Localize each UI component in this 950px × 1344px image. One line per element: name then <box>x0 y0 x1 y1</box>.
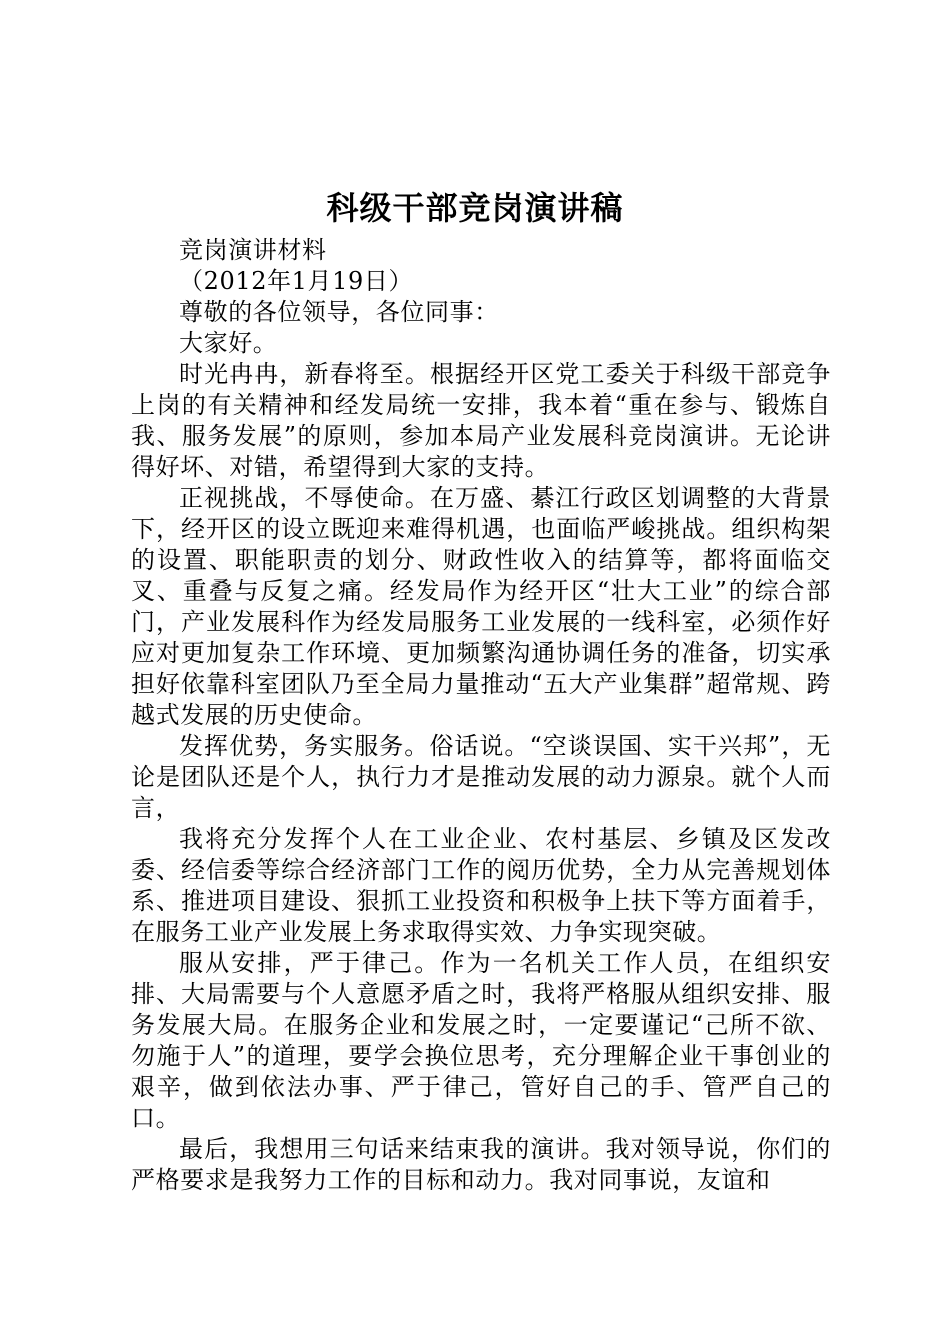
paragraph-discipline: 服从安排，严于律己。作为一名机关工作人员，在组织安排、大局需要与个人意愿矛盾之时，我将严格服从组织安排、服务发展大局。在服务企业和发展之时，一定要谨记“己所不欲、勿施于人”的道理，要学会换位思考，充分理解企业干事创业的艰辛，做到依法办事、严于律己，管好自己的手、管严自己的口。 <box>131 949 831 1132</box>
paragraph-advantage: 发挥优势，务实服务。俗话说。“空谈误国、实干兴邦”，无论是团队还是个人，执行力才是推动发展的动力源泉。就个人而言， <box>131 732 831 822</box>
paragraph-subtitle: 竞岗演讲材料 <box>179 236 327 264</box>
paragraph-challenge: 正视挑战，不辱使命。在万盛、綦江行政区划调整的大背景下，经开区的设立既迎来难得机遇，也面临严峻挑战。组织构架的设置、职能职责的划分、财政性收入的结算等，都将面临交叉、重叠与反复之痛。经发局作为经开区“壮大工业”的综合部门，产业发展科作为经发局服务工业发展的一线科室，必须作好应对更加复杂工作环境、更加频繁沟通协调任务的准备，切实承担好依靠科室团队乃至全局力量推动“五大产业集群”超常规、跨越式发展的历史使命。 <box>131 484 831 729</box>
paragraph-closing: 最后，我想用三句话来结束我的演讲。我对领导说，你们的严格要求是我努力工作的目标和动力。我对同事说，友谊和 <box>131 1135 831 1194</box>
paragraph-introduction: 时光冉冉，新春将至。根据经开区党工委关于科级干部竞争上岗的有关精神和经发局统一安排，我本着“重在参与、锻炼自我、服务发展”的原则，参加本局产业发展科竞岗演讲。无论讲得好坏、对错，希望得到大家的支持。 <box>131 360 831 481</box>
paragraph-date: （2012年1月19日） <box>179 267 414 295</box>
document-body <box>131 235 831 1196</box>
paragraph-greeting: 大家好。 <box>179 329 278 357</box>
document-title: 科级干部竞岗演讲稿 <box>326 189 624 227</box>
paragraph-plan: 我将充分发挥个人在工业企业、农村基层、乡镇及区发改委、经信委等综合经济部门工作的阅历优势，全力从完善规划体系、推进项目建设、狠抓工业投资和积极争上扶下等方面着手，在服务工业产业发展上务求取得实效、力争实现突破。 <box>131 825 831 946</box>
paragraph-salutation: 尊敬的各位领导，各位同事： <box>179 298 499 326</box>
